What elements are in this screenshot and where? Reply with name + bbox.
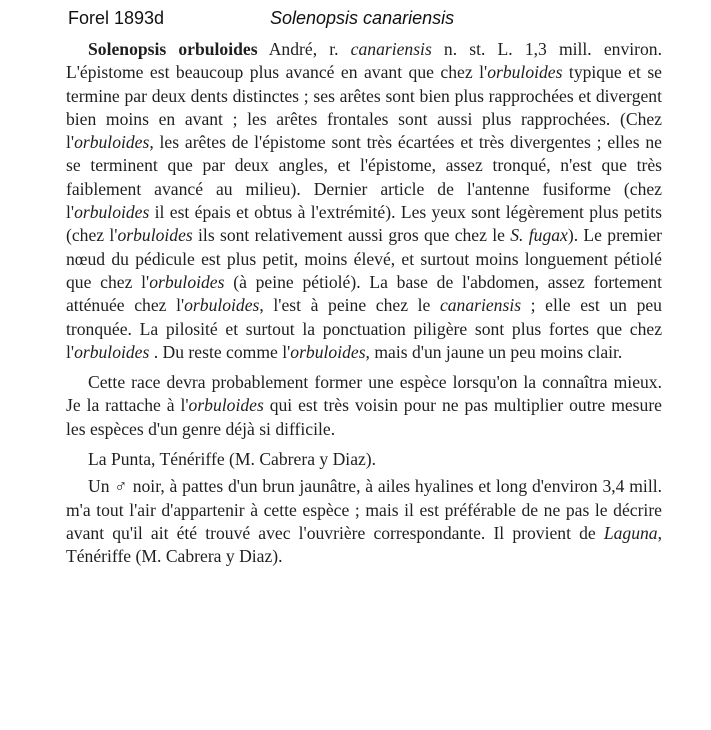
text-run: , l'est à peine chez le (259, 295, 440, 316)
text-run: La Punta, Ténériffe (M. Cabrera y Diaz). (88, 449, 377, 470)
text-run: . Du reste comme l' (149, 341, 291, 362)
paragraph-male (66, 475, 662, 568)
italic-run: canariensis (439, 295, 522, 316)
paragraph-description (66, 38, 662, 364)
text-run: , mais d'un jaune un peu moins clair. (365, 341, 623, 362)
text-run: n. st. L. 1,3 mill. environ. L'épistome est beaucoup plus avancé en avant que chez l' (66, 39, 662, 83)
text-run: André, r. (257, 39, 351, 59)
text-run: , les arêtes de l'épistome sont très écartées et très divergentes ; elles ne se terminent que par deux angles, et l'épistome, assez tronqué, n'est que très faiblement avancé au milieu). Dernier article de l'antenne fusiforme (chez l' (66, 132, 662, 223)
text-run: typique et se termine par deux dents distinctes ; ses arêtes sont bien plus rapprochées et divergent bien moins en avant ; les arêtes frontales sont aussi plus rapprochées. (Chez l' (66, 62, 662, 153)
text-run: il est épais et obtus à l'extrémité). Les yeux sont légèrement plus petits (chez l' (66, 202, 662, 246)
paragraph-remarks (66, 371, 662, 441)
italic-run: orbuloides (74, 202, 150, 223)
italic-run: Laguna (603, 522, 658, 543)
italic-run: orbuloides (188, 395, 264, 416)
citation-label: Forel 1893d (68, 8, 165, 28)
italic-run: orbuloides (290, 341, 366, 362)
paragraph-locality (66, 448, 662, 471)
text-run: ; elle est un peu tronquée. La pilosité et surtout la ponctuation piligère sont plus fortes que chez l' (66, 295, 662, 362)
species-title: Solenopsis canariensis (270, 8, 455, 28)
text-run: Cette race devra probablement former une espèce lorsqu'on la connaîtra mieux. Je la rattache à l' (66, 372, 662, 416)
text-run: ils sont relativement aussi gros que chez le (192, 225, 511, 246)
text-run: , Ténériffe (M. Cabrera y Diaz). (66, 522, 662, 567)
document-body (66, 38, 662, 569)
italic-run: orbuloides (74, 132, 150, 153)
italic-run: canariensis (350, 39, 432, 59)
text-run: Un ♂ noir, à pattes d'un brun jaunâtre, à ailes hyalines et long d'environ 3,4 mill. m'a tout l'air d'appartenir à cette espèce ; mais il est préférable de ne pas le décrire avant qu'il ait été trouvé avec l'ouvrière correspondante. Il provient de (66, 476, 662, 543)
italic-run: orbuloides (487, 62, 563, 83)
text-run: qui est très voisin pour ne pas multiplier outre mesure les espèces d'un genre déjà si difficile. (66, 395, 662, 439)
text-run: (à peine pétiolé). La base de l'abdomen, assez fortement atténuée chez l' (66, 271, 662, 316)
text-run: ). Le premier nœud du pédicule est plus petit, moins élevé, et surtout moins longuement pétiolé que chez l' (66, 225, 663, 292)
italic-run: orbuloides (117, 225, 193, 246)
italic-run: orbuloides (149, 271, 225, 292)
bold-run: Solenopsis orbuloides (88, 39, 258, 59)
italic-run: orbuloides (74, 341, 150, 362)
italic-run: orbuloides (184, 295, 260, 316)
italic-run: S. fugax (510, 225, 568, 246)
